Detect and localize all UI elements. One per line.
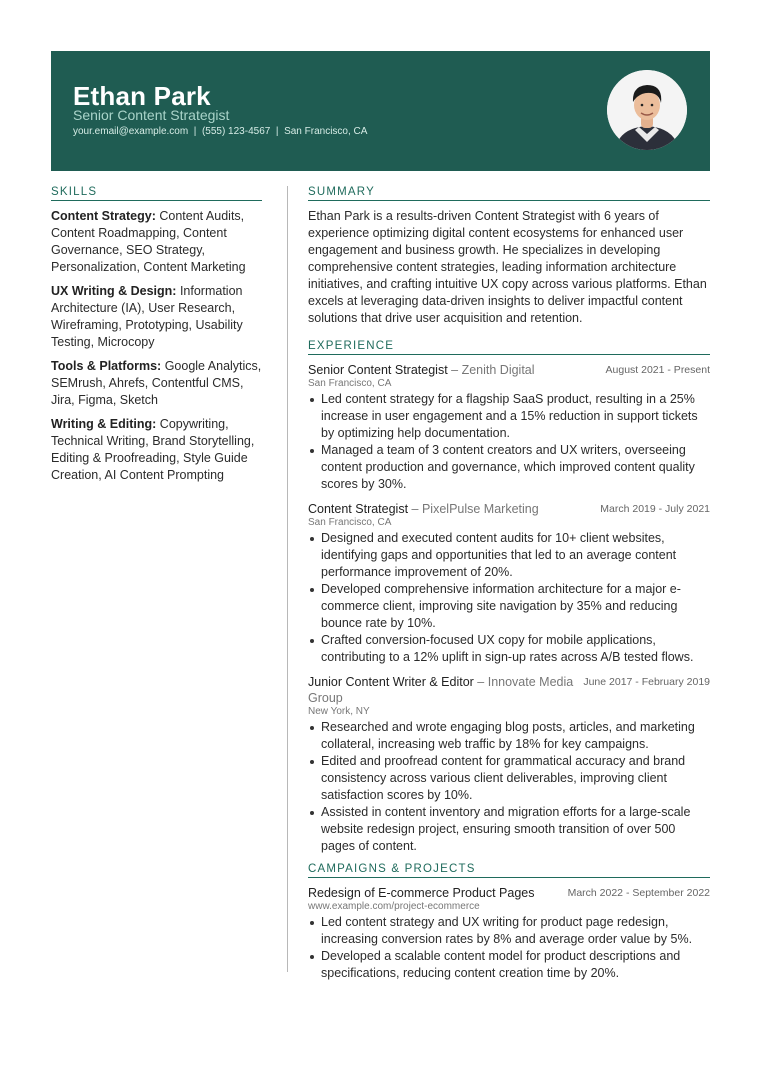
skill-group [51, 283, 262, 351]
job-title: Junior Content Writer & Editor [308, 675, 474, 689]
project-header [308, 885, 710, 901]
job-location: San Francisco, CA [308, 517, 392, 528]
candidate-role: Senior Content Strategist [73, 107, 230, 123]
job-company: – Innovate Media Group [308, 675, 574, 705]
job-bullet: Managed a team of 3 content creators and UX writers, overseeing content production and governance, which improved content quality scores by 30%. [308, 442, 710, 493]
job-bullet: Assisted in content inventory and migration efforts for a large-scale website redesign project, ensuring smooth transition of over 500 pages of content. [308, 804, 710, 855]
job-bullets [308, 391, 710, 493]
contact-email[interactable]: your.email@example.com [73, 126, 189, 137]
project-url[interactable]: www.example.com/project-ecommerce [308, 901, 480, 912]
skill-group-items: Information Architecture (IA), User Research, Wireframing, Prototyping, Usability Testing, Microcopy [51, 284, 243, 349]
job-entry [308, 501, 710, 666]
skill-group-items: Google Analytics, SEMrush, Ahrefs, Contentful CMS, Jira, Figma, Sketch [51, 359, 262, 407]
project-entry [308, 885, 710, 982]
job-header [308, 362, 710, 378]
column-divider [287, 186, 288, 972]
job-title: Senior Content Strategist [308, 363, 448, 377]
job-bullet: Developed comprehensive information architecture for a major e-commerce client, improving site navigation by 35% and reducing bounce rate by 10%. [308, 581, 710, 632]
summary-heading: SUMMARY [308, 186, 710, 201]
job-bullet: Researched and wrote engaging blog posts, articles, and marketing collateral, increasing web traffic by 18% for key campaigns. [308, 719, 710, 753]
project-bullet: Led content strategy and UX writing for product page redesign, increasing conversion rates by 8% and average order value by 5%. [308, 914, 710, 948]
skill-group [51, 208, 262, 276]
job-bullet: Led content strategy for a flagship SaaS product, resulting in a 25% increase in user engagement and a 15% reduction in support tickets by optimizing help documentation. [308, 391, 710, 442]
job-dates: March 2019 - July 2021 [600, 503, 710, 515]
job-title: Content Strategist [308, 502, 409, 516]
job-bullet: Designed and executed content audits for 10+ client websites, identifying gaps and opportunities that led to an average content performance improvement of 20%. [308, 530, 710, 581]
project-bullets [308, 914, 710, 982]
skills-list [51, 208, 262, 484]
skill-group-label: UX Writing & Design: [51, 284, 177, 298]
resume-header [51, 51, 710, 171]
skill-group [51, 358, 262, 409]
profile-photo-illustration [607, 70, 687, 150]
summary-text: Ethan Park is a results-driven Content Strategist with 6 years of experience optimizing digital content ecosystems for enhanced user engagement and business growth. He specializes in developing comprehensive content strategies, leading information architecture initiatives, and crafting intuitive UX copy across various platforms. Ethan excels at leveraging data-driven insights to deliver impactful content solutions that drive user acquisition and retention. [308, 209, 707, 325]
project-title: Redesign of E-commerce Product Pages [308, 886, 535, 900]
skill-group-label: Content Strategy: [51, 209, 156, 223]
job-entry [308, 674, 710, 855]
job-dates: August 2021 - Present [605, 364, 710, 376]
project-bullet: Developed a scalable content model for product descriptions and specifications, reducing content creation time by 20%. [308, 948, 710, 982]
job-location: New York, NY [308, 706, 370, 717]
job-header [308, 674, 710, 706]
job-header [308, 501, 710, 517]
job-entry [308, 362, 710, 493]
job-location: San Francisco, CA [308, 378, 392, 389]
job-dates: June 2017 - February 2019 [583, 676, 710, 688]
experience-heading: EXPERIENCE [308, 340, 710, 355]
left-column [51, 186, 262, 491]
contact-location: San Francisco, CA [284, 126, 368, 137]
projects-heading: CAMPAIGNS & PROJECTS [308, 863, 710, 878]
candidate-name: Ethan Park [73, 81, 211, 111]
contact-line [73, 126, 367, 137]
projects-list [308, 885, 710, 982]
job-bullets [308, 530, 710, 666]
contact-phone: (555) 123-4567 [201, 126, 271, 137]
skill-group [51, 416, 262, 484]
job-company: – PixelPulse Marketing [411, 502, 539, 516]
contact-separator: | [275, 126, 279, 137]
skill-group-items: Content Audits, Content Roadmapping, Content Governance, SEO Strategy, Personalization, Content Marketing [51, 209, 246, 274]
job-bullet: Edited and proofread content for grammatical accuracy and brand consistency across various client deliverables, improving client satisfaction scores by 10%. [308, 753, 710, 804]
contact-separator: | [193, 126, 197, 137]
skill-group-label: Tools & Platforms: [51, 359, 162, 373]
job-company: – Zenith Digital [451, 363, 535, 377]
job-bullet: Crafted conversion-focused UX copy for mobile applications, contributing to a 12% uplift in sign-up rates across A/B tested flows. [308, 632, 710, 666]
skills-heading: SKILLS [51, 186, 262, 201]
skill-group-items: Copywriting, Technical Writing, Brand Storytelling, Editing & Proofreading, Style Guide Creation, AI Content Prompting [51, 417, 255, 482]
experience-list [308, 362, 710, 855]
skill-group-label: Writing & Editing: [51, 417, 157, 431]
project-dates: March 2022 - September 2022 [567, 887, 710, 899]
profile-photo [607, 70, 687, 150]
job-bullets [308, 719, 710, 855]
right-column [308, 186, 710, 990]
